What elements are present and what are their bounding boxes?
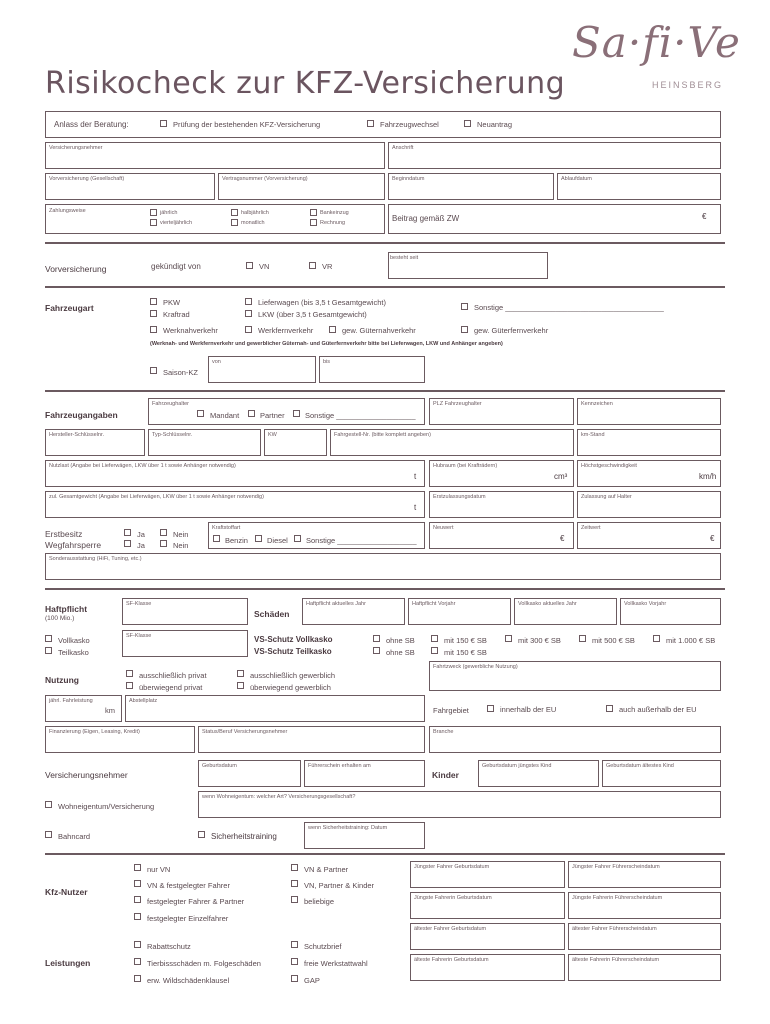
fahrzeugangaben-heading: Fahrzeugangaben (45, 410, 118, 420)
rechnung-label: Rechnung (320, 220, 346, 226)
kfz-nutzer-heading: Kfz-Nutzer (45, 887, 88, 897)
erstbesitz-nein-checkbox[interactable] (160, 529, 167, 536)
tk-sb150-label: mit 150 € SB (444, 648, 487, 657)
neuwert-euro: € (560, 534, 565, 543)
wegfahrsperre-nein-label: Nein (173, 541, 189, 550)
ueberw-gewerblich-checkbox[interactable] (237, 682, 244, 689)
kraftstoff-label: Kraftstoffart (212, 525, 241, 531)
vn-fest-checkbox[interactable] (134, 880, 141, 887)
kinder-heading: Kinder (432, 770, 459, 780)
halter-sonstige-label: Sonstige ___________________ (305, 411, 416, 420)
bankeinzug-checkbox[interactable] (310, 209, 317, 216)
hubraum-unit: cm³ (554, 472, 568, 481)
zeitwert-euro: € (710, 534, 715, 543)
vk-ohne-sb-checkbox[interactable] (373, 635, 380, 642)
hp-sf-klasse-label: SF-Klasse (126, 601, 152, 607)
fuehrerschein-label: Führerschein erhalten am (308, 763, 371, 769)
beliebige-label: beliebige (304, 897, 335, 906)
nur-vn-label: nur VN (147, 865, 171, 874)
besteht-seit-label: besteht seit (390, 255, 419, 261)
hoechstgeschwindigkeit-label: Höchstgeschwindigkeit (581, 463, 637, 469)
kennzeichen-label: Kennzeichen (581, 401, 613, 407)
gekuendigt-vr-label: VR (322, 262, 333, 271)
aeltestes-kind-label: Geburtsdatum ältestes Kind (606, 763, 674, 769)
a-fahrer-fs-label: ältester Fahrer Führerscheindatum (572, 926, 657, 932)
vertragsnummer-label: Vertragsnummer (Vorversicherung) (222, 176, 308, 182)
halter-partner-label: Partner (260, 411, 285, 420)
halbjaehrlich-label: halbjährlich (241, 210, 269, 216)
vorvers-gesellschaft-label: Vorversicherung (Gesellschaft) (49, 176, 125, 182)
werkstatt-checkbox[interactable] (291, 958, 298, 965)
anschrift-field[interactable] (388, 142, 721, 169)
rabattschutz-checkbox[interactable] (134, 941, 141, 948)
kraftrad-label: Kraftrad (163, 310, 190, 319)
gueternah-checkbox[interactable] (329, 326, 336, 333)
gueterfern-checkbox[interactable] (461, 326, 468, 333)
vk-vorjahr-label: Vollkasko Vorjahr (624, 601, 667, 607)
diesel-checkbox[interactable] (255, 535, 262, 542)
benzin-label: Benzin (225, 536, 248, 545)
j-fahrer-fs-label: Jüngster Fahrer Führerscheindatum (572, 864, 660, 870)
fahrzeughalter-label: Fahrzeughalter (152, 401, 189, 407)
sonstige-fahrzeugart-checkbox[interactable] (461, 303, 468, 310)
neuwert-label: Neuwert (433, 525, 454, 531)
innerhalb-eu-checkbox[interactable] (487, 705, 494, 712)
anlass-wechsel-label: Fahrzeugwechsel (380, 120, 439, 129)
vk-sb150-label: mit 150 € SB (444, 636, 487, 645)
wegfahrsperre-label: Wegfahrsperre (45, 540, 102, 550)
wohneigentum-art-label: wenn Wohneigentum: welcher Art? Versicherungsgesellschaft? (202, 794, 356, 800)
gueterfern-label: gew. Güterfernverkehr (474, 326, 549, 335)
plz-halter-label: PLZ Fahrzeughalter (433, 401, 482, 407)
ueberw-gewerblich-label: überwiegend gewerblich (250, 683, 331, 692)
sicherheitstraining-checkbox[interactable] (198, 831, 205, 838)
monatlich-checkbox[interactable] (231, 219, 238, 226)
haftpflicht-heading: Haftpflicht (45, 604, 88, 614)
page-title: Risikocheck zur KFZ-Versicherung (45, 66, 566, 101)
schutzbrief-checkbox[interactable] (291, 941, 298, 948)
j-fahrerin-fs-label: Jüngste Fahrerin Führerscheindatum (572, 895, 663, 901)
fahrtzweck-label: Fahrtzweck (gewerbliche Nutzung) (433, 664, 518, 670)
fahrzeugart-heading: Fahrzeugart (45, 303, 94, 313)
gueternah-label: gew. Güternahverkehr (342, 326, 416, 335)
saison-von-label: von (212, 359, 221, 365)
vk-sb300-checkbox[interactable] (505, 635, 512, 642)
divider (45, 853, 725, 855)
halter-mandant-checkbox[interactable] (197, 410, 204, 417)
beginndatum-label: Beginndatum (392, 176, 425, 182)
einzelfahrer-checkbox[interactable] (134, 913, 141, 920)
gekuendigt-vn-checkbox[interactable] (246, 262, 253, 269)
hoechstgeschwindigkeit-unit: km/h (699, 472, 717, 481)
zeitwert-label: Zeitwert (581, 525, 601, 531)
fin-label: Fahrgestell-Nr. (bitte komplett angeben) (334, 432, 431, 438)
hp-vorjahr-label: Haftpflicht Vorjahr (412, 601, 456, 607)
jungstes-kind-label: Geburtsdatum jüngstes Kind (482, 763, 552, 769)
vs-teilkasko-label: VS-Schutz Teilkasko (254, 647, 332, 656)
finanzierung-label: Finanzierung (Eigen, Leasing, Kredit) (49, 729, 140, 735)
hubraum-label: Hubraum (bei Krafträdern) (433, 463, 498, 469)
werknah-checkbox[interactable] (150, 326, 157, 333)
hersteller-label: Hersteller-Schlüsselnr. (49, 432, 105, 438)
saison-label: Saison-KZ (163, 368, 199, 377)
wegfahrsperre-nein-checkbox[interactable] (160, 540, 167, 547)
lkw-checkbox[interactable] (245, 310, 252, 317)
nutzung-heading: Nutzung (45, 675, 79, 685)
vierteljaehrlich-checkbox[interactable] (150, 219, 157, 226)
gekuendigt-vr-checkbox[interactable] (309, 262, 316, 269)
sicherheitstraining-datum-label: wenn Sicherheitstraining: Datum (308, 825, 388, 831)
rechnung-checkbox[interactable] (310, 219, 317, 226)
jaehrlich-label: jährlich (160, 210, 178, 216)
vollkasko-label: Vollkasko (58, 636, 90, 645)
ablaufdatum-label: Ablaufdatum (561, 176, 592, 182)
nur-vn-checkbox[interactable] (134, 864, 141, 871)
sonderausstattung-field[interactable] (45, 553, 721, 580)
kraftrad-checkbox[interactable] (150, 310, 157, 317)
nutzlast-unit: t (414, 472, 417, 481)
innerhalb-eu-label: innerhalb der EU (500, 705, 557, 714)
teilkasko-label: Teilkasko (58, 648, 89, 657)
anlass-pruefung-checkbox[interactable] (160, 120, 167, 127)
tierbiss-label: Tierbissschäden m. Folgeschäden (147, 959, 261, 968)
werkstatt-label: freie Werkstattwahl (304, 959, 368, 968)
lieferwagen-checkbox[interactable] (245, 298, 252, 305)
kraftstoff-sonstige-checkbox[interactable] (294, 535, 301, 542)
vierteljaehrlich-label: vierteljährlich (160, 220, 193, 226)
kw-label: KW (268, 432, 277, 438)
branche-field[interactable] (429, 726, 721, 753)
vk-sb150-checkbox[interactable] (431, 635, 438, 642)
fest-partner-checkbox[interactable] (134, 896, 141, 903)
wegfahrsperre-ja-label: Ja (137, 541, 145, 550)
logo: Sa·fi·Ve (572, 18, 741, 67)
vk-aktuell-label: Vollkasko aktuelles Jahr (518, 601, 577, 607)
hp-aktuell-label: Haftpflicht aktuelles Jahr (306, 601, 366, 607)
erstbesitz-label: Erstbesitz (45, 529, 83, 539)
divider (45, 242, 725, 244)
fahrleistung-unit: km (105, 706, 115, 715)
pkw-checkbox[interactable] (150, 298, 157, 305)
vn-partner-kinder-label: VN, Partner & Kinder (304, 881, 375, 890)
sonderausstattung-label: Sonderausstattung (HiFi, Tuning, etc.) (49, 556, 142, 562)
privat-checkbox[interactable] (126, 670, 133, 677)
anlass-neu-checkbox[interactable] (464, 120, 471, 127)
ausserhalb-eu-label: auch außerhalb der EU (619, 705, 697, 714)
saison-checkbox[interactable] (150, 367, 157, 374)
vs-vollkasko-label: VS-Schutz Vollkasko (254, 635, 333, 644)
fahrgebiet-label: Fahrgebiet (433, 706, 469, 715)
typ-label: Typ-Schlüsselnr. (152, 432, 193, 438)
ueberw-privat-label: überwiegend privat (139, 683, 203, 692)
schutzbrief-label: Schutzbrief (304, 942, 342, 951)
branche-label: Branche (433, 729, 454, 735)
j-fahrerin-geb-label: Jüngste Fahrerin Geburtsdatum (414, 895, 492, 901)
werkfern-checkbox[interactable] (245, 326, 252, 333)
haftpflicht-mio: (100 Mio.) (45, 615, 75, 622)
anlass-neu-label: Neuantrag (477, 120, 513, 129)
bahncard-checkbox[interactable] (45, 831, 52, 838)
werkfern-label: Werkfernverkehr (258, 326, 314, 335)
gekuendigt-vn-label: VN (259, 262, 270, 271)
abstellplatz-field[interactable] (125, 695, 425, 722)
gap-label: GAP (304, 976, 320, 985)
beliebige-checkbox[interactable] (291, 896, 298, 903)
saison-bis-field[interactable] (319, 356, 425, 383)
halter-sonstige-checkbox[interactable] (293, 410, 300, 417)
vn-partner-kinder-checkbox[interactable] (291, 880, 298, 887)
ueberw-privat-checkbox[interactable] (126, 682, 133, 689)
lieferwagen-label: Lieferwagen (bis 3,5 t Gesamtgewicht) (258, 298, 386, 307)
gewerblich-checkbox[interactable] (237, 670, 244, 677)
einzelfahrer-label: festgelegter Einzelfahrer (147, 914, 229, 923)
tk-ohne-sb-label: ohne SB (386, 648, 415, 657)
leistungen-heading: Leistungen (45, 958, 91, 968)
gekuendigt-label: gekündigt von (151, 262, 201, 271)
gewerblich-label: ausschließlich gewerblich (250, 671, 336, 680)
vn-heading: Versicherungsnehmer (45, 770, 128, 780)
ausserhalb-eu-checkbox[interactable] (606, 705, 613, 712)
erstbesitz-nein-label: Nein (173, 530, 189, 539)
lkw-label: LKW (über 3,5 t Gesamtgewicht) (258, 310, 367, 319)
schaeden-heading: Schäden (254, 609, 290, 619)
anlass-wechsel-checkbox[interactable] (367, 120, 374, 127)
kasko-sf-klasse-label: SF-Klasse (126, 633, 152, 639)
anlass-pruefung-label: Prüfung der bestehenden KFZ-Versicherung (173, 120, 321, 129)
divider (45, 286, 725, 288)
a-fahrerin-geb-label: älteste Fahrerin Geburtsdatum (414, 957, 489, 963)
zulassung-halter-label: Zulassung auf Halter (581, 494, 632, 500)
halter-mandant-label: Mandant (210, 411, 240, 420)
wohneigentum-checkbox[interactable] (45, 801, 52, 808)
divider (45, 390, 725, 392)
beitrag-euro: € (702, 212, 707, 221)
kraftstoff-sonstige-label: Sonstige ___________________ (306, 536, 417, 545)
rabattschutz-label: Rabattschutz (147, 942, 191, 951)
erstbesitz-ja-checkbox[interactable] (124, 529, 131, 536)
tk-sb150-checkbox[interactable] (431, 647, 438, 654)
privat-label: ausschließlich privat (139, 671, 207, 680)
gap-checkbox[interactable] (291, 975, 298, 982)
benzin-checkbox[interactable] (213, 535, 220, 542)
saison-von-field[interactable] (208, 356, 316, 383)
vollkasko-checkbox[interactable] (45, 635, 52, 642)
logo-subtitle: HEINSBERG (652, 80, 724, 90)
zahlungsweise-label: Zahlungsweise (49, 208, 86, 214)
abstellplatz-label: Abstellplatz (129, 698, 158, 704)
vk-ohne-sb-label: ohne SB (386, 636, 415, 645)
halbjaehrlich-checkbox[interactable] (231, 209, 238, 216)
vn-partner-label: VN & Partner (304, 865, 349, 874)
monatlich-label: monatlich (241, 220, 265, 226)
vn-geburtsdatum-label: Geburtsdatum (202, 763, 237, 769)
jaehrlich-checkbox[interactable] (150, 209, 157, 216)
pkw-label: PKW (163, 298, 181, 307)
zahlungsweise-box (45, 204, 385, 234)
status-beruf-label: Status/Beruf Versicherungsnehmer (202, 729, 288, 735)
gesamtgewicht-label: zul. Gesamtgewicht (Angabe bei Lieferwägen, LKW über 1 t sowie Anhänger notwendig) (49, 494, 264, 500)
erstzulassung-label: Erstzulassungsdatum (433, 494, 486, 500)
sicherheitstraining-label: Sicherheitstraining (211, 832, 277, 841)
fest-partner-label: festgelegter Fahrer & Partner (147, 897, 245, 906)
wildschaden-checkbox[interactable] (134, 975, 141, 982)
vk-sb500-label: mit 500 € SB (592, 636, 635, 645)
werknah-label: Werknahverkehr (163, 326, 218, 335)
vk-sb1000-checkbox[interactable] (653, 635, 660, 642)
teilkasko-checkbox[interactable] (45, 647, 52, 654)
vk-sb300-label: mit 300 € SB (518, 636, 561, 645)
nutzlast-label: Nutzlast (Angabe bei Lieferwägen, LKW über 1 t sowie Anhänger notwendig) (49, 463, 236, 469)
fahrzeugart-hinweis: (Werknah- und Werkfernverkehr und gewerblicher Güternah- und Güterfernverkehr bitte bei Lieferwagen, LKW und Anhänger angeben) (150, 341, 503, 347)
tierbiss-checkbox[interactable] (134, 958, 141, 965)
wohneigentum-label: Wohneigentum/Versicherung (58, 802, 155, 811)
vk-sb1000-label: mit 1.000 € SB (666, 636, 716, 645)
tk-ohne-sb-checkbox[interactable] (373, 647, 380, 654)
vn-partner-checkbox[interactable] (291, 864, 298, 871)
anlass-label: Anlass der Beratung: (54, 120, 129, 129)
anschrift-label: Anschrift (392, 145, 414, 151)
a-fahrer-geb-label: ältester Fahrer Geburtsdatum (414, 926, 487, 932)
kmstand-label: km-Stand (581, 432, 605, 438)
vn-fest-label: VN & festgelegter Fahrer (147, 881, 230, 890)
a-fahrerin-fs-label: älteste Fahrerin Führerscheindatum (572, 957, 660, 963)
gesamtgewicht-unit: t (414, 503, 417, 512)
diesel-label: Diesel (267, 536, 288, 545)
divider (45, 588, 725, 590)
vorversicherung-heading: Vorversicherung (45, 264, 107, 274)
versicherungsnehmer-label: Versicherungsnehmer (49, 145, 103, 151)
bahncard-label: Bahncard (58, 832, 91, 841)
fahrleistung-label: jährl. Fahrleistung (49, 698, 93, 704)
sonstige-fahrzeugart-label: Sonstige ______________________________________ (474, 303, 664, 312)
vk-sb500-checkbox[interactable] (579, 635, 586, 642)
erstbesitz-ja-label: Ja (137, 530, 145, 539)
saison-bis-label: bis (323, 359, 331, 365)
bankeinzug-label: Bankeinzug (320, 210, 349, 216)
wegfahrsperre-ja-checkbox[interactable] (124, 540, 131, 547)
beitrag-label: Beitrag gemäß ZW (392, 214, 460, 223)
halter-partner-checkbox[interactable] (248, 410, 255, 417)
j-fahrer-geb-label: Jüngster Fahrer Geburtsdatum (414, 864, 490, 870)
wildschaden-label: erw. Wildschädenklausel (147, 976, 230, 985)
